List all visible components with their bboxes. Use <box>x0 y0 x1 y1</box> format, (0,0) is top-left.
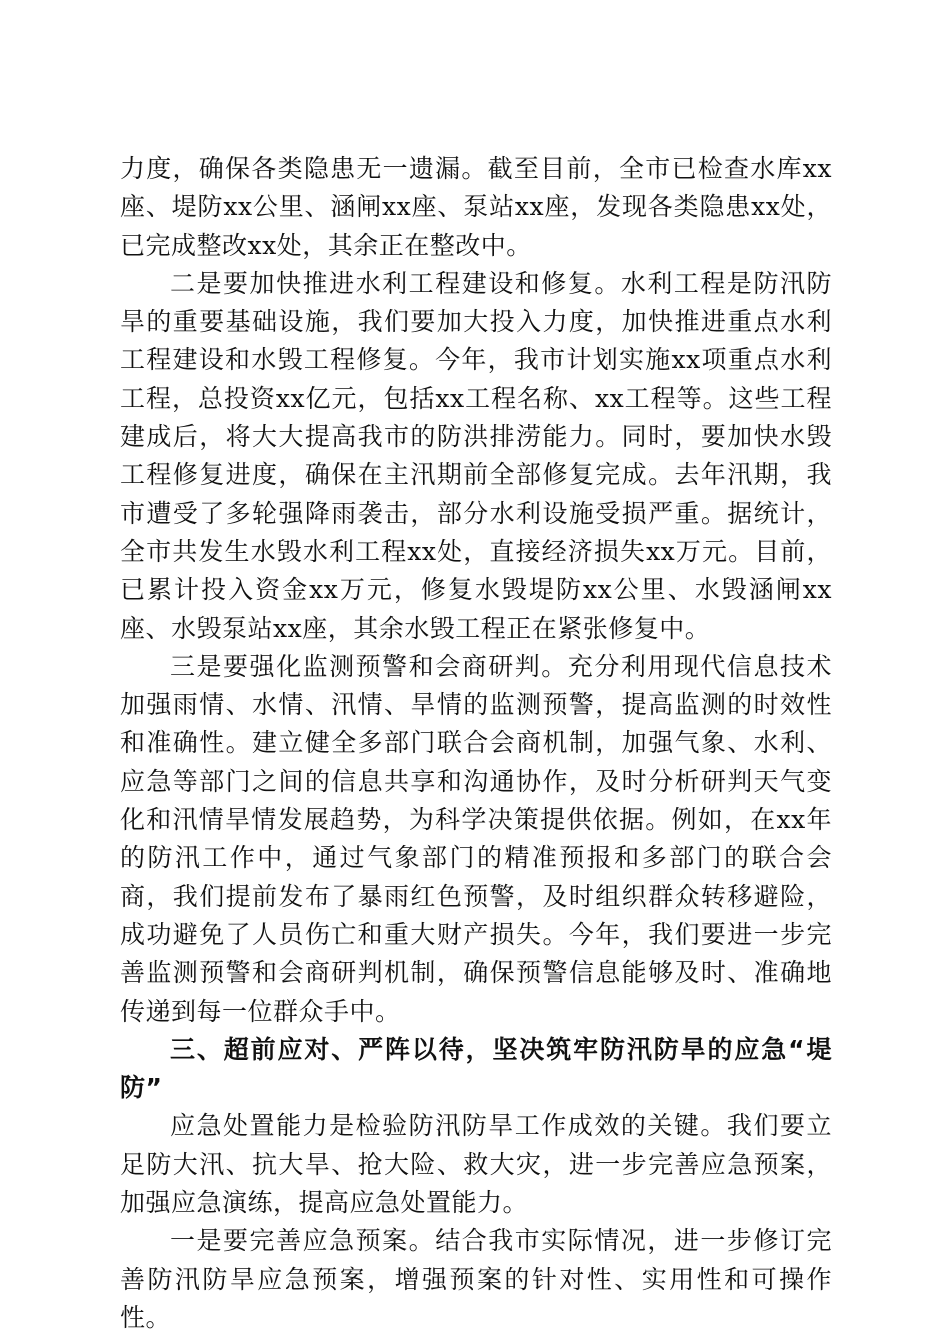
paragraph-monitoring-warning: 三是要强化监测预警和会商研判。充分利用现代信息技术加强雨情、水情、汛情、旱情的监测预警，提高监测的时效性和准确性。建立健全多部门联合会商机制，加强气象、水利、应急等部门之间的信息共享和沟通协作，及时分析研判天气变化和汛情旱情发展趋势，为科学决策提供依据。例如，在xx年的防汛工作中，通过气象部门的精准预报和多部门的联合会商，我们提前发布了暴雨红色预警，及时组织群众转移避险，成功避免了人员伤亡和重大财产损失。今年，我们要进一步完善监测预警和会商研判机制，确保预警信息能够及时、准确地传递到每一位群众手中。 <box>120 651 832 1026</box>
paragraph-emergency-plan: 一是要完善应急预案。结合我市实际情况，进一步修订完善防汛防旱应急预案，增强预案的针对性、实用性和可操作性。 <box>120 1226 832 1332</box>
paragraph-water-projects: 二是要加快推进水利工程建设和修复。水利工程是防汛防旱的重要基础设施，我们要加大投入力度，加快推进重点水利工程建设和水毁工程修复。今年，我市计划实施xx项重点水利工程，总投资xx亿元，包括xx工程名称、xx工程等。这些工程建成后，将大大提高我市的防洪排涝能力。同时，要加快水毁工程修复进度，确保在主汛期前全部修复完成。去年汛期，我市遭受了多轮强降雨袭击，部分水利设施受损严重。据统计，全市共发生水毁水利工程xx处，直接经济损失xx万元。目前，已累计投入资金xx万元，修复水毁堤防xx公里、水毁涵闸xx座、水毁泵站xx座，其余水毁工程正在紧张修复中。 <box>120 268 832 643</box>
paragraph-emergency-intro: 应急处置能力是检验防汛防旱工作成效的关键。我们要立足防大汛、抗大旱、抢大险、救大灾，进一步完善应急预案，加强应急演练，提高应急处置能力。 <box>120 1111 832 1218</box>
section-heading: 三、超前应对、严阵以待，坚决筑牢防汛防旱的应急“堤防” <box>120 1034 832 1103</box>
paragraph-continuation: 力度，确保各类隐患无一遗漏。截至目前，全市已检查水库xx座、堤防xx公里、涵闸xx座、泵站xx座，发现各类隐患xx处，已完成整改xx处，其余正在整改中。 <box>120 154 832 260</box>
document-body <box>120 150 832 1337</box>
